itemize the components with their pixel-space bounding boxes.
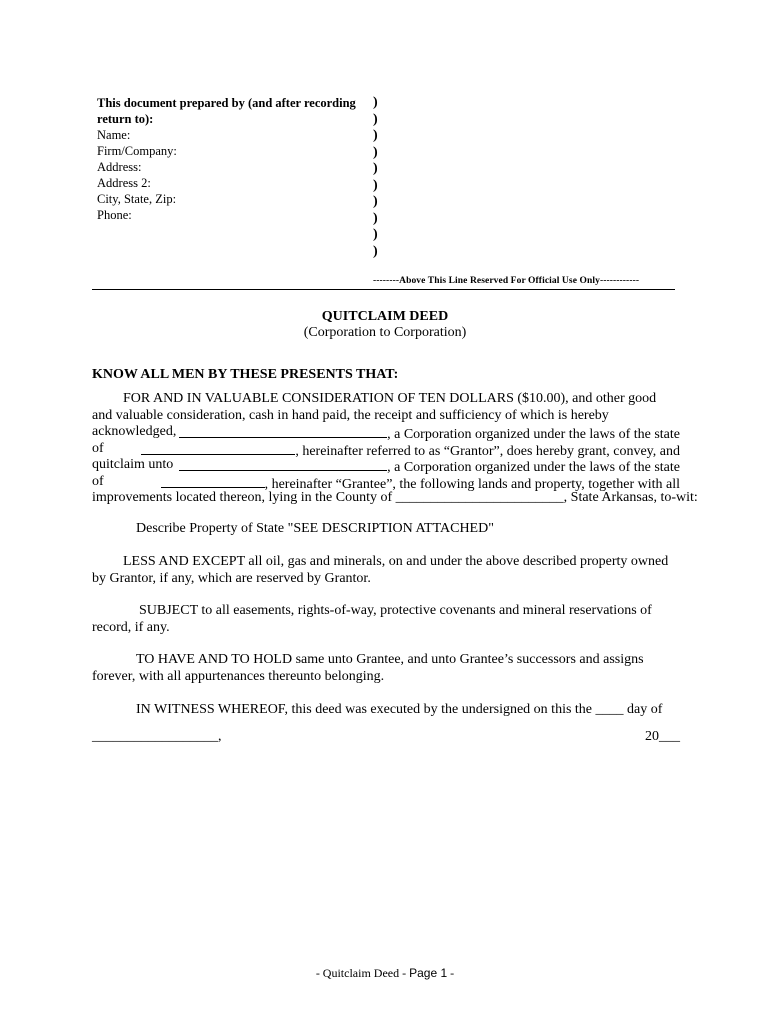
- paren: ): [373, 194, 378, 209]
- paren: ): [373, 161, 378, 176]
- text-line: LESS AND EXCEPT all oil, gas and minerals, on and under the above described property owned: [123, 554, 669, 569]
- page-number: Page 1: [409, 966, 448, 980]
- paren: ): [373, 144, 378, 160]
- prepared-by-label: This document prepared by (and after recording: [97, 96, 356, 110]
- date-line: [92, 729, 680, 746]
- return-to-label: return to):: [97, 112, 154, 126]
- firm-field-label: Firm/Company:: [97, 144, 177, 158]
- text-line: by Grantor, if any, which are reserved by Grantor.: [92, 570, 371, 586]
- preparer-block: [97, 95, 372, 223]
- text-line: forever, with all appurtenances thereunto belonging.: [92, 668, 385, 684]
- address-field-label: Address:: [97, 160, 142, 174]
- know-all-heading: KNOW ALL MEN BY THESE PRESENTS THAT:: [92, 367, 399, 382]
- text-line: IN WITNESS WHEREOF, this deed was executed by the undersigned on this the ____ day of: [136, 702, 663, 717]
- subject-paragraph: [92, 603, 680, 636]
- text-line: quitclaim unto , a Corporation organized under the laws of the state: [92, 457, 680, 475]
- text-line: SUBJECT to all easements, rights-of-way, protective covenants and mineral reservations of: [139, 603, 652, 618]
- paren: ): [373, 177, 378, 193]
- habendum-paragraph: [92, 652, 680, 685]
- parenthesis-column: [373, 95, 378, 260]
- county-blank[interactable]: ________________________: [395, 490, 564, 505]
- text-line: improvements located thereon, lying in the County of ________________________, State Arkansas, to-wit:: [92, 490, 698, 505]
- text-line: and valuable consideration, cash in hand paid, the receipt and sufficiency of which is hereby: [92, 407, 609, 423]
- text-line: TO HAVE AND TO HOLD same unto Grantee, and unto Grantee’s successors and assigns: [136, 652, 644, 667]
- property-description: Describe Property of State "SEE DESCRIPTION ATTACHED": [136, 521, 494, 536]
- city-state-zip-field-label: City, State, Zip:: [97, 192, 177, 206]
- grantor-name-blank[interactable]: [179, 424, 387, 438]
- official-use-note: --------Above This Line Reserved For Official Use Only------------: [373, 276, 640, 286]
- paren: ): [373, 227, 378, 242]
- text-line: record, if any.: [92, 619, 170, 635]
- month-blank[interactable]: __________________,: [92, 728, 222, 744]
- consideration-paragraph: [92, 391, 698, 507]
- paren: ): [373, 243, 378, 259]
- footer-dash: -: [450, 966, 455, 980]
- text-line: FOR AND IN VALUABLE CONSIDERATION OF TEN DOLLARS ($10.00), and other good: [123, 391, 657, 406]
- phone-field-label: Phone:: [97, 208, 132, 222]
- grantor-state-blank[interactable]: [141, 441, 295, 455]
- paren: ): [373, 111, 378, 127]
- year-blank[interactable]: 20___: [645, 728, 680, 744]
- text-line: acknowledged, , a Corporation organized under the laws of the state: [92, 424, 680, 442]
- paren: ): [373, 95, 378, 110]
- paren: ): [373, 128, 378, 143]
- address2-field-label: Address 2:: [97, 176, 151, 190]
- text-line: of , hereinafter referred to as “Grantor”, does hereby grant, convey, and: [92, 440, 680, 459]
- grantee-state-blank[interactable]: [161, 474, 265, 488]
- footer-doc-name: - Quitclaim Deed -: [315, 966, 407, 980]
- less-except-paragraph: [92, 554, 680, 587]
- text-line: of , hereinafter “Grantee”, the following lands and property, together with all: [92, 473, 680, 492]
- recording-divider: [92, 289, 675, 290]
- name-field-label: Name:: [97, 128, 131, 142]
- paren: ): [373, 210, 378, 226]
- page-footer: [0, 966, 770, 981]
- grantee-name-blank[interactable]: [179, 457, 387, 471]
- document-subtitle: (Corporation to Corporation): [303, 325, 467, 340]
- document-title: QUITCLAIM DEED: [321, 309, 449, 324]
- witness-paragraph: [92, 702, 680, 745]
